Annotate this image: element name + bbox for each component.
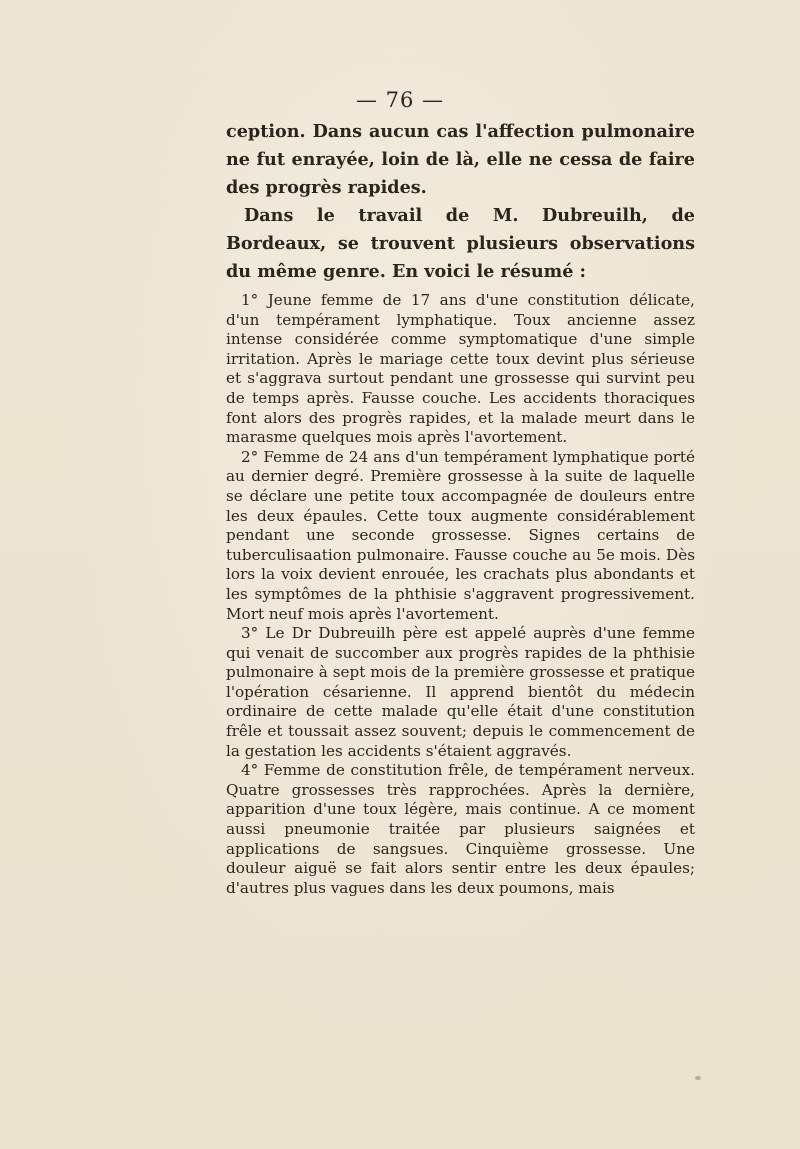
case-paragraph-2: 2° Femme de 24 ans d'un tempérament lymphatique porté au dernier degré. Première grossesse à la suite de laquelle se déclare une petite toux accompagnée de douleurs entre les deux épaules. Cette toux augmente considérablement pendant une seconde grossesse. Signes certains de tuberculisaation pulmonaire. Fausse couche au 5e mois. Dès lors la voix devient enrouée, les crachats plus abondants et les symptômes de la phthisie s'aggravent progressivement. Mort neuf mois après l'avortement. [226, 447, 695, 623]
case-paragraph-4: 4° Femme de constitution frêle, de tempérament nerveux. Quatre grossesses très rapprochées. Après la dernière, apparition d'une toux légère, mais continue. A ce moment aussi pneumonie traitée par plusieurs saignées et applications de sangsues. Cinquième grossesse. Une douleur aiguë se fait alors sentir entre les deux épaules; d'autres plus vagues dans les deux poumons, mais [226, 761, 695, 897]
case-paragraph-3: 3° Le Dr Dubreuilh père est appelé auprès d'une femme qui venait de succomber aux progrès rapides de la phthisie pulmonaire à sept mois de la première grossesse et pratique l'opération césarienne. Il apprend bientôt du médecin ordinaire de cette malade qu'elle était d'une constitution frêle et toussait assez souvent; depuis le commencement de la gestation les accidents s'étaient aggravés. [226, 624, 695, 760]
paper-speck [695, 1076, 701, 1080]
page-number: — 76 — [355, 88, 445, 112]
case-summaries [226, 291, 695, 898]
intro-paragraph-1: ception. Dans aucun cas l'affection pulmonaire ne fut enrayée, loin de là, elle ne cessa de faire des progrès rapides. [226, 121, 695, 198]
case-paragraph-1: 1° Jeune femme de 17 ans d'une constitution délicate, d'un tempérament lymphatique. Toux ancienne assez intense considérée comme symptomatique d'une simple irritation. Après le mariage cette toux devint plus sérieuse et s'aggrava surtout pendant une grossesse qui survint peu de temps après. Fausse couche. Les accidents thoraciques font alors des progrès rapides, et la malade meurt dans le marasme quelques mois après l'avortement. [226, 291, 695, 447]
intro-text [226, 118, 695, 286]
intro-paragraph-2: Dans le travail de M. Dubreuilh, de Bordeaux, se trouvent plusieurs observations du même genre. En voici le résumé : [226, 205, 695, 282]
